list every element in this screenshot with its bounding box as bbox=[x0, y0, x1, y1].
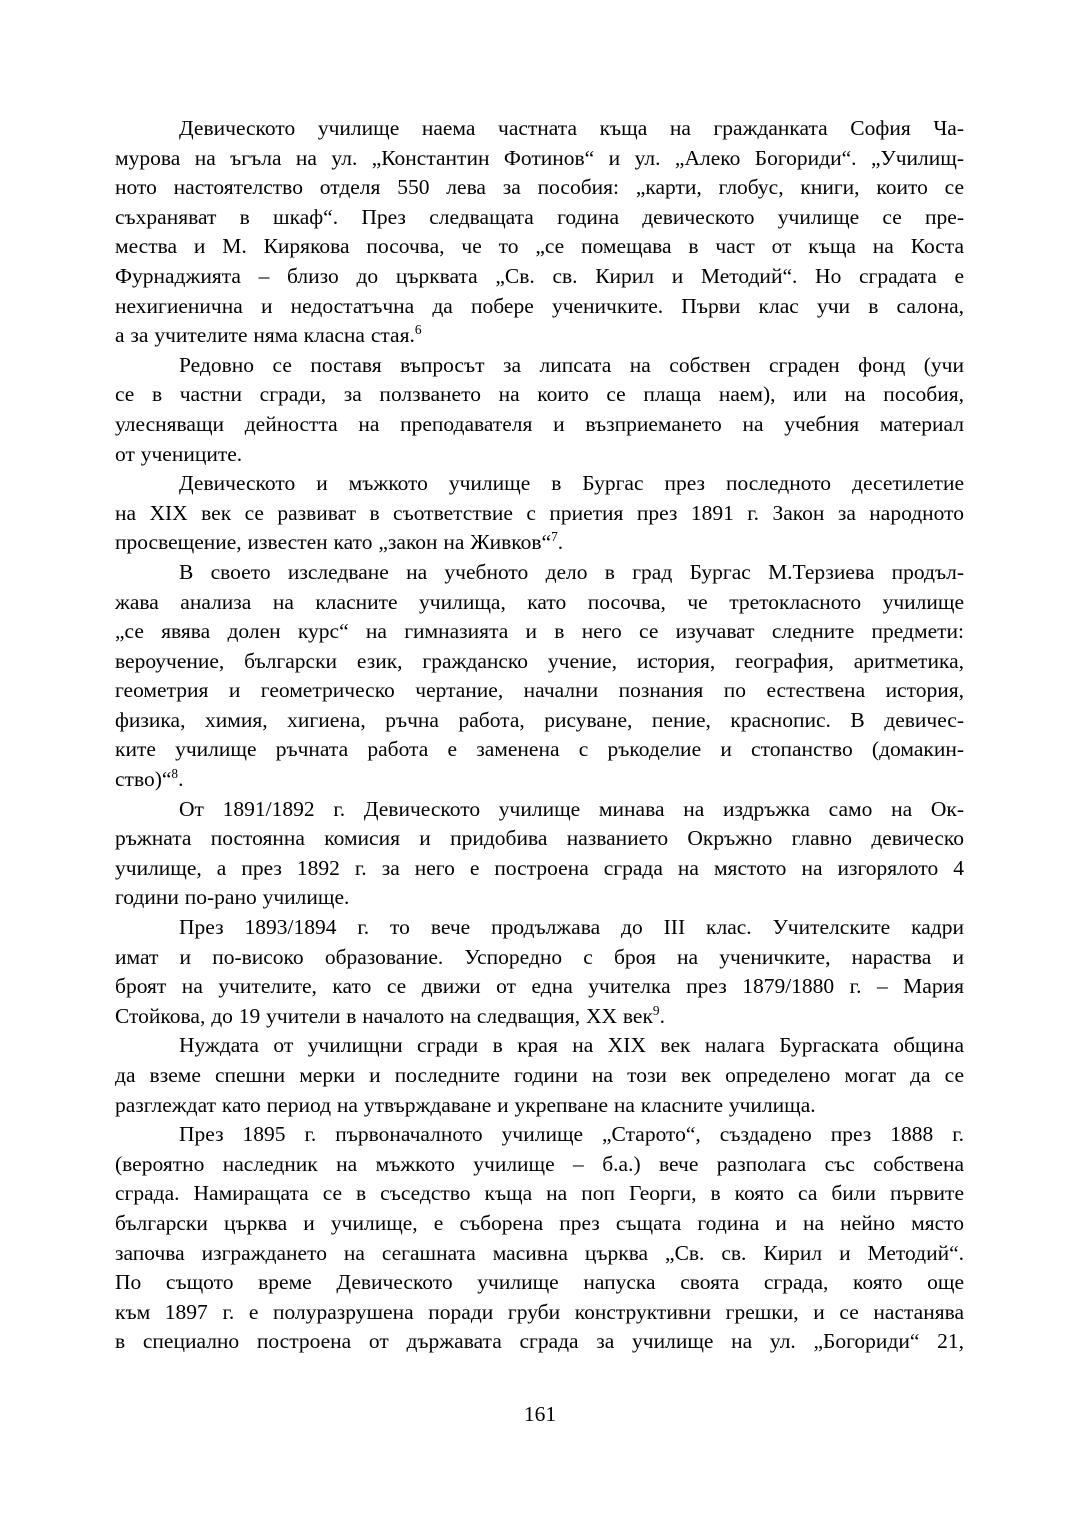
paragraph bbox=[115, 1120, 964, 1357]
text-line: ство)“$^8$. bbox=[115, 765, 184, 792]
text-line: ръжната постоянна комисия и придобива названието Окръжно главно девическо bbox=[115, 826, 964, 851]
footnote-marker: 7 bbox=[551, 529, 558, 545]
text-line: просвещение, известен като „закон на Живков“$^7$. bbox=[115, 529, 564, 555]
text-line: Девическото и мъжкото училище в Бургас през последното десетилетие bbox=[179, 471, 964, 496]
text-line: от учениците. bbox=[115, 441, 243, 466]
text-line: физика, химия, хигиена, ръчна работа, рисуване, пение, краснопис. В девичес- bbox=[115, 707, 964, 732]
text-line: а за учителите няма класна стая.$^6$ bbox=[115, 322, 422, 348]
text-line: сграда. Намиращата се в съседство къща на поп Георги, в която са били първите bbox=[115, 1181, 964, 1206]
text-line: ното настоятелство отделя 550 лева за пособия: „карти, глобус, книги, които се bbox=[115, 175, 964, 200]
page-number: 161 bbox=[523, 1402, 557, 1426]
footnote-marker: 9 bbox=[652, 1002, 660, 1018]
paragraph bbox=[115, 795, 964, 913]
text-line: се в частни сгради, за ползването на които се плаща наем), или на пособия, bbox=[115, 382, 964, 407]
text-line: на XIX век се развиват в съответствие с приетия през 1891 г. Закон за народното bbox=[115, 500, 964, 525]
text-line: мурова на ъгъла на ул. „Константин Фотинов“ и ул. „Алеко Богориди“. „Училищ- bbox=[115, 145, 964, 170]
text-line: училище, а през 1892 г. за него е построена сграда на мястото на изгорялото 4 bbox=[115, 855, 964, 880]
text-line: ките училище ръчната работа е заменена с ръкоделие и стопанство (домакин- bbox=[115, 737, 964, 762]
text-line: улесняващи дейността на преподавателя и възприемането на учебния материал bbox=[115, 411, 964, 436]
text-line: мества и М. Кирякова посочва, че то „се помещава в част от къща на Коста bbox=[115, 234, 964, 259]
text-line: Нуждата от училищни сгради в края на XIX век налага Бургаската община bbox=[179, 1033, 964, 1058]
text-line: жава анализа на класните училища, като посочва, че третокласното училище bbox=[115, 589, 964, 614]
text-line: По същото време Девическото училище напуска своята сграда, която още bbox=[115, 1270, 964, 1295]
text-line: вероучение, български език, гражданско учение, история, география, аритметика, bbox=[115, 648, 964, 673]
text-line: геометрия и геометрическо чертание, начални познания по естествена история, bbox=[115, 678, 964, 703]
text-line: в специално построена от държавата сграда за училище на ул. „Богориди“ 21, bbox=[115, 1329, 964, 1354]
text-line: Девическото училище наема частната къща на гражданката София Ча- bbox=[179, 116, 964, 140]
text-line: В своето изследване на учебното дело в град Бургас М.Терзиева продъл- bbox=[179, 559, 964, 584]
text-line: „се явява долен курс“ на гимназията и в него се изучават следните предмети: bbox=[115, 619, 964, 644]
text-line: Редовно се поставя въпросът за липсата на собствен сграден фонд (учи bbox=[179, 352, 964, 377]
paragraph bbox=[115, 1031, 964, 1120]
text-line: към 1897 г. е полуразрушена поради груби конструктивни грешки, и се настанява bbox=[115, 1299, 964, 1324]
text-block bbox=[115, 114, 964, 1357]
text-line: броят на учителите, като се движи от една учителка през 1879/1880 г. – Мария bbox=[115, 974, 964, 999]
text-line: български църква и училище, е съборена през същата година и на нейно място bbox=[115, 1210, 964, 1235]
footnote-marker: 8 bbox=[171, 765, 179, 781]
text-line: Фурнаджията – близо до църквата „Св. св. Кирил и Методий“. Но сградата е bbox=[115, 263, 964, 288]
text-line: имат и по-високо образование. Успоредно с броя на ученичките, нараства и bbox=[115, 944, 964, 969]
paragraph bbox=[115, 114, 964, 351]
text-line: От 1891/1892 г. Девическото училище минава на издръжка само на Ок- bbox=[179, 796, 964, 821]
text-line: да вземе спешни мерки и последните години на този век определено могат да се bbox=[115, 1063, 964, 1087]
text-line: години по-рано училище. bbox=[115, 885, 350, 910]
paragraph bbox=[115, 469, 964, 558]
text-line: През 1895 г. първоначалното училище „Старото“, създадено през 1888 г. bbox=[179, 1122, 964, 1147]
text-line: започва изграждането на сегашната масивна църква „Св. св. Кирил и Методий“. bbox=[115, 1240, 964, 1265]
text-line: нехигиенична и недостатъчна да побере ученичките. Първи клас учи в салона, bbox=[115, 293, 964, 318]
paragraph bbox=[115, 913, 964, 1031]
text-line: Стойкова, до 19 учители в началото на следващия, XX век$^9$. bbox=[115, 1002, 665, 1028]
text-line: съхраняват в шкаф“. През следващата година девическото училище се пре- bbox=[115, 204, 964, 229]
footnote-marker: 6 bbox=[414, 322, 422, 337]
text-line: (вероятно наследник на мъжкото училище – б.а.) вече разполага със собствена bbox=[115, 1151, 964, 1176]
paragraph bbox=[115, 558, 964, 795]
text-line: През 1893/1894 г. то вече продължава до III клас. Учителските кадри bbox=[179, 915, 964, 940]
text-line: разглеждат като период на утвърждаване и укрепване на класните училища. bbox=[115, 1092, 816, 1117]
paragraph bbox=[115, 351, 964, 469]
